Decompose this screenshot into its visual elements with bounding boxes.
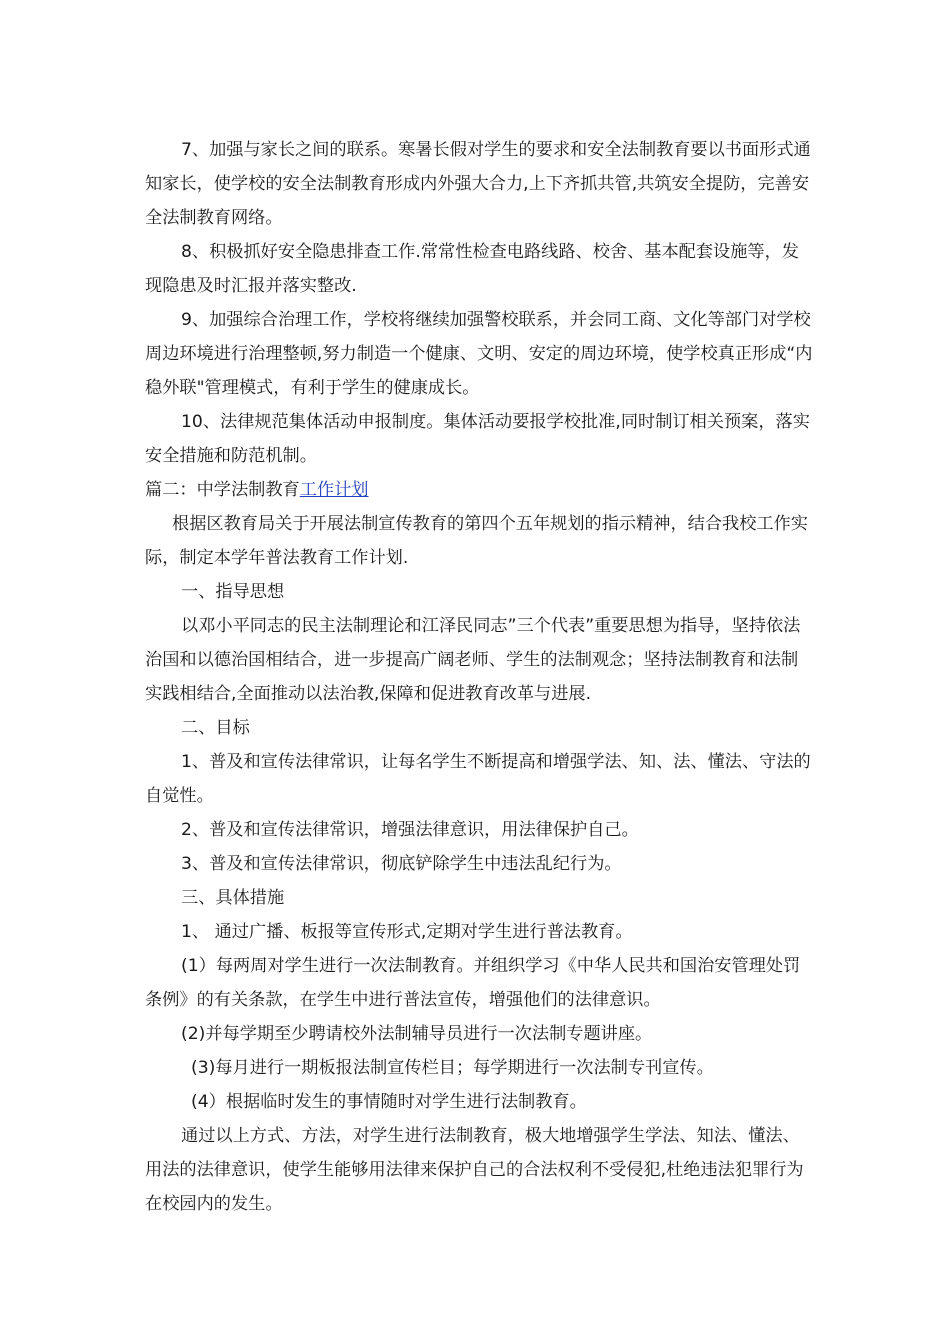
guiding-ideology-paragraph: 以邓小平同志的民主法制理论和江泽民同志”三个代表”重要思想为指导，坚持依法治国和以德治国相结合，进一步提高广阔老师、学生的法制观念；坚持法制教育和法制实践相结合,全面推动以法治教,保障和促进教育改革与进展. xyxy=(145,616,801,704)
measure-sub-item-2: (2)并每学期至少聘请校外法制辅导员进行一次法制专题讲座。 xyxy=(181,1024,653,1044)
paragraph-item-10: 10、法律规范集体活动申报制度。集体活动要报学校批准,同时制订相关预案，落实安全措施和防范机制。 xyxy=(145,412,810,466)
paragraph-item-8: 8、积极抓好安全隐患排查工作.常常性检查电路线路、校舍、基本配套设施等，发现隐患及时汇报并落实整改. xyxy=(145,242,799,296)
closing-paragraph: 通过以上方式、方法，对学生进行法制教育，极大地增强学生学法、知法、懂法、用法的法律意识，使学生能够用法律来保护自己的合法权利不受侵犯,杜绝违法犯罪行为在校园内的发生。 xyxy=(145,1126,804,1214)
work-plan-link[interactable]: 工作计划 xyxy=(299,480,369,500)
goal-item-1: 1、普及和宣传法律常识，让每名学生不断提高和增强学法、知、法、懂法、守法的自觉性。 xyxy=(145,752,811,806)
section-heading xyxy=(145,473,813,507)
measure-sub-item-1: (1）每两周对学生进行一次法制教育。并组织学习《中华人民共和国治安管理处罚条例》的有关条款，在学生中进行普法宣传，增强他们的法律意识。 xyxy=(145,956,801,1010)
intro-paragraph: 根据区教育局关于开展法制宣传教育的第四个五年规划的指示精神，结合我校工作实际，制定本学年普法教育工作计划. xyxy=(145,514,808,568)
measure-item-1: 1、 通过广播、板报等宣传形式,定期对学生进行普法教育。 xyxy=(181,922,633,942)
subheading-measures: 三、具体措施 xyxy=(181,888,285,908)
measure-sub-item-3: (3)每月进行一期板报法制宣传栏目；每学期进行一次法制专刊宣传。 xyxy=(191,1058,714,1078)
subheading-guiding-ideology: 一、指导思想 xyxy=(181,582,285,602)
paragraph-item-9: 9、加强综合治理工作，学校将继续加强警校联系，并会同工商、文化等部门对学校周边环境进行治理整顿,努力制造一个健康、文明、安定的周边环境，使学校真正形成“内稳外联"管理模式，有利于学生的健康成长。 xyxy=(145,310,813,398)
section-heading-prefix: 篇二：中学法制教育 xyxy=(145,480,300,500)
document-page xyxy=(145,133,813,1221)
goal-item-2: 2、普及和宣传法律常识，增强法律意识，用法律保护自己。 xyxy=(181,820,639,840)
measure-sub-item-4: (4）根据临时发生的事情随时对学生进行法制教育。 xyxy=(191,1092,587,1112)
paragraph-item-7: 7、加强与家长之间的联系。寒暑长假对学生的要求和安全法制教育要以书面形式通知家长，使学校的安全法制教育形成内外强大合力,上下齐抓共管,共筑安全提防，完善安全法制教育网络。 xyxy=(145,140,811,228)
subheading-goals: 二、目标 xyxy=(181,718,250,738)
goal-item-3: 3、普及和宣传法律常识，彻底铲除学生中违法乱纪行为。 xyxy=(181,854,622,874)
